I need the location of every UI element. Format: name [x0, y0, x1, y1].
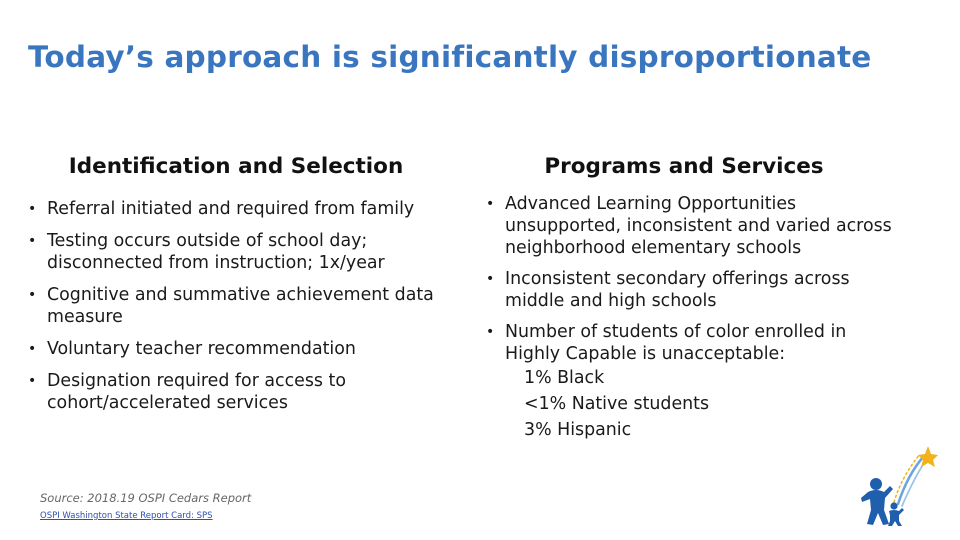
sub-item-hispanic: 3% Hispanic	[524, 420, 632, 440]
bullet-icon: •	[486, 324, 495, 340]
bullet-text: Voluntary teacher recommendation	[47, 339, 356, 359]
list-item	[28, 230, 448, 274]
list-item	[28, 338, 448, 360]
source-report-link[interactable]: OSPI Washington State Report Card: SPS	[40, 511, 213, 521]
bullet-text: Referral initiated and required from family	[47, 199, 415, 219]
programs-services-heading: Programs and Services	[544, 154, 824, 179]
bullet-text: Cognitive and summative achievement data measure	[47, 285, 434, 327]
list-item	[28, 370, 448, 414]
bullet-text: Testing occurs outside of school day; disconnected from instruction; 1x/year	[47, 231, 385, 273]
programs-bullet-list	[486, 193, 906, 452]
bullet-icon: •	[28, 373, 37, 389]
bullet-text: Advanced Learning Opportunities unsupported, inconsistent and varied across neighborhood elementary schools	[505, 194, 892, 258]
sub-item-native: <1% Native students	[524, 394, 710, 414]
bullet-icon: •	[486, 271, 495, 287]
bullet-icon: •	[486, 196, 495, 212]
bullet-icon: •	[28, 201, 37, 217]
bullet-icon: •	[28, 341, 37, 357]
bullet-icon: •	[28, 233, 37, 249]
bullet-text: Number of students of color enrolled in Highly Capable is unacceptable:	[505, 322, 847, 364]
identification-selection-heading: Identification and Selection	[68, 154, 404, 179]
identification-bullet-list	[28, 198, 448, 424]
bullet-icon: •	[28, 287, 37, 303]
source-citation: Source: 2018.19 OSPI Cedars Report	[40, 491, 252, 505]
list-item	[486, 268, 906, 312]
list-item	[486, 321, 906, 443]
list-item	[486, 193, 906, 259]
list-item	[28, 284, 448, 328]
bullet-text: Designation required for access to cohort/accelerated services	[47, 371, 346, 413]
student-star-logo-icon	[858, 444, 938, 526]
bullet-text: Inconsistent secondary offerings across middle and high schools	[505, 269, 850, 311]
slide-title: Today’s approach is significantly disproportionate	[28, 40, 872, 74]
list-item	[28, 198, 448, 220]
sub-item-black: 1% Black	[524, 368, 605, 388]
